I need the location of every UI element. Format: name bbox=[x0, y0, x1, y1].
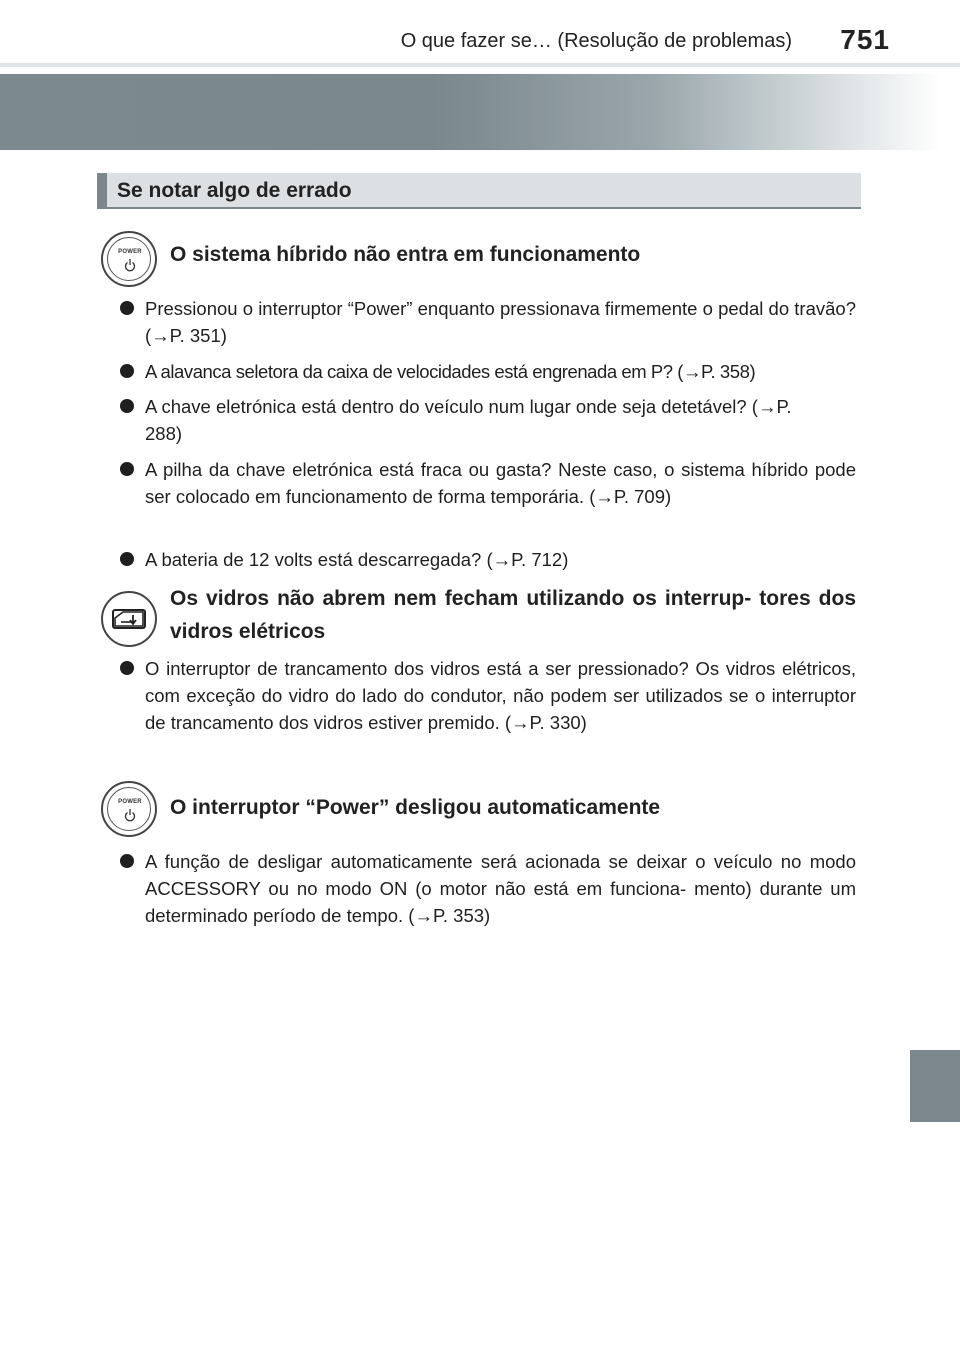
bullet-icon bbox=[120, 462, 134, 476]
page-header bbox=[0, 0, 960, 63]
power-window-icon bbox=[101, 591, 157, 647]
topic-title-power-windows: Os vidros não abrem nem fecham utilizando os interrup- tores dos vidros elétricos bbox=[170, 587, 856, 643]
bullet-icon bbox=[120, 399, 134, 413]
bullet-icon bbox=[120, 661, 134, 675]
section-title: Se notar algo de errado bbox=[117, 179, 352, 202]
list-item: O interruptor de trancamento dos vidros está a ser pressionado? Os vidros elétricos, com exceção do vidro do lado do condutor, não podem ser utilizados se o interruptor de trancamento dos vidros estiver premido. (→P. 330) bbox=[120, 655, 856, 736]
chapter-title: O que fazer se… (Resolução de problemas) bbox=[400, 30, 792, 52]
list-item: A pilha da chave eletrónica está fraca ou gasta? Neste caso, o sistema híbrido pode ser colocado em funcionamento de forma temporária. (→P. 709) bbox=[120, 456, 856, 510]
bullet-icon bbox=[120, 364, 134, 378]
section-header bbox=[97, 173, 861, 209]
topic-title-hybrid-system: O sistema híbrido não entra em funcionamento bbox=[170, 243, 641, 266]
list-item: Pressionou o interruptor “Power” enquanto pressionava firmemente o pedal do travão? (→P. 351) bbox=[120, 295, 856, 349]
power-button-icon bbox=[101, 781, 157, 837]
bullet-icon bbox=[120, 552, 134, 566]
list-item: A bateria de 12 volts está descarregada? (→P. 712) bbox=[120, 546, 856, 573]
page-number: 751 bbox=[840, 24, 890, 55]
power-button-icon bbox=[101, 231, 157, 287]
list-item: A alavanca seletora da caixa de velocidades está engrenada em P? (→P. 358) bbox=[120, 358, 856, 385]
list-item: A função de desligar automaticamente será acionada se deixar o veículo no modo ACCESSORY ou no modo ON (o motor não está em funciona- mento) durante um determinado período de tempo. (→P. 353) bbox=[120, 848, 856, 929]
chapter-side-tab bbox=[910, 1050, 960, 1122]
power-label: POWER bbox=[118, 249, 142, 255]
chapter-banner bbox=[0, 74, 960, 150]
header-divider bbox=[0, 63, 960, 67]
list-item: A chave eletrónica está dentro do veículo num lugar onde seja detetável? (→P. 288) bbox=[120, 393, 856, 447]
power-label: POWER bbox=[118, 799, 142, 805]
bullet-icon bbox=[120, 301, 134, 315]
bullet-icon bbox=[120, 854, 134, 868]
topic-title-power-switch-off: O interruptor “Power” desligou automaticamente bbox=[170, 796, 661, 819]
